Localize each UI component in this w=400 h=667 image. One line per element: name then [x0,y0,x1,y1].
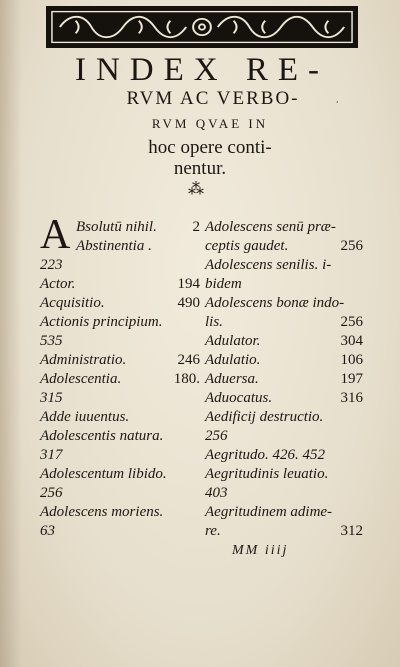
entry-text: Adulatio. [205,352,261,368]
index-entry [205,313,363,332]
entry-page: 256 [340,238,363,254]
entry-text: 317 [40,447,63,463]
entry-text: Aduocatus. [205,390,273,406]
index-title-line-4: hoc opere conti- [148,137,272,158]
entry-text: Adolescens moriens. [40,504,164,520]
entry-text: Aedificij destructio. [205,409,324,425]
entry-text: 535 [40,333,63,349]
entry-text: Aduersa. [205,371,259,387]
entry-text: Adulator. [205,333,261,349]
index-title-line-1: INDEX RE- [74,52,330,88]
fleuron-ornament: ⁂ [188,181,204,198]
entry-text: Adde iuuentus. [40,409,130,425]
entry-text: Aegritudo. 426. 452 [205,447,325,463]
entry-text: Acquisitio. [40,295,105,311]
entry-page: 194 [177,276,200,292]
index-entry [205,218,363,237]
index-entry [205,446,363,465]
index-entry [40,218,200,237]
index-title-line-2: RVM AC VERBO- [126,88,300,109]
index-entry [40,332,200,351]
index-entry [205,351,363,370]
entry-text: Aegritudinis leuatio. [205,466,329,482]
index-entry [205,465,363,484]
index-entry [40,237,200,256]
index-entry [40,446,200,465]
entry-text: Adolescens senilis. i- [205,257,332,273]
index-entry [40,275,200,294]
entry-page: 316 [340,390,363,406]
index-entry [205,522,363,541]
index-entry [205,294,363,313]
entry-page: 312 [340,523,363,539]
entry-text: Adolescentia. [40,371,122,387]
index-entry [40,294,200,313]
entry-text: Adolescens senū præ- [205,219,336,235]
entry-text: 315 [40,390,63,406]
entry-text: Adolescens bonæ indo- [205,295,345,311]
entry-page: 256 [340,314,363,330]
entry-page: 2 [192,219,200,235]
index-column-left [40,218,200,541]
index-entry [205,237,363,256]
decorative-headpiece [46,6,358,48]
entry-text: Actor. [40,276,76,292]
entry-text: 63 [40,523,55,539]
entry-page: 197 [340,371,363,387]
index-entry [205,427,363,446]
entry-text: bidem [205,276,242,292]
entry-text: Aegritudinem adime- [205,504,333,520]
entry-page: 490 [177,295,200,311]
index-entry [205,484,363,503]
entry-text: ceptis gaudet. [205,238,289,254]
entry-text: Adolescentis natura. [40,428,164,444]
index-column-right [205,218,363,541]
entry-page: 304 [340,333,363,349]
index-entry [40,503,200,522]
entry-text: Administratio. [40,352,127,368]
entry-page: 106 [340,352,363,368]
index-title-line-3: RVM QVAE IN [151,116,269,131]
entry-text: Bsolutū nihil. [76,219,157,235]
margin-mark: ˌ [335,88,340,103]
entry-text: 256 [205,428,228,444]
index-entry [205,275,363,294]
drop-capital: A [40,212,71,258]
index-entry [205,389,363,408]
index-entry [205,408,363,427]
index-entry [40,484,200,503]
entry-text: Adolescentum libido. [40,466,167,482]
index-title-line-5: nentur. [173,158,227,179]
entry-page: 180. [173,371,200,387]
entry-text: 403 [205,485,228,501]
index-entry [40,370,200,389]
index-entry [205,370,363,389]
index-entry [40,256,200,275]
signature-mark: MM iiij [232,543,289,558]
index-entry [205,503,363,522]
index-entry [40,389,200,408]
entry-text: Actionis principium. [40,314,163,330]
entry-text: re. [205,523,221,539]
index-entry [40,313,200,332]
index-entry [40,522,200,541]
index-entry [40,408,200,427]
entry-text: 256 [40,485,63,501]
index-entry [40,465,200,484]
index-entry [205,256,363,275]
entry-page: 246 [177,352,200,368]
entry-text: lis. [205,314,223,330]
entry-text: Abstinentia . [76,238,152,254]
index-entry [40,427,200,446]
entry-text: 223 [40,257,63,273]
index-entry [205,332,363,351]
index-entry [40,351,200,370]
